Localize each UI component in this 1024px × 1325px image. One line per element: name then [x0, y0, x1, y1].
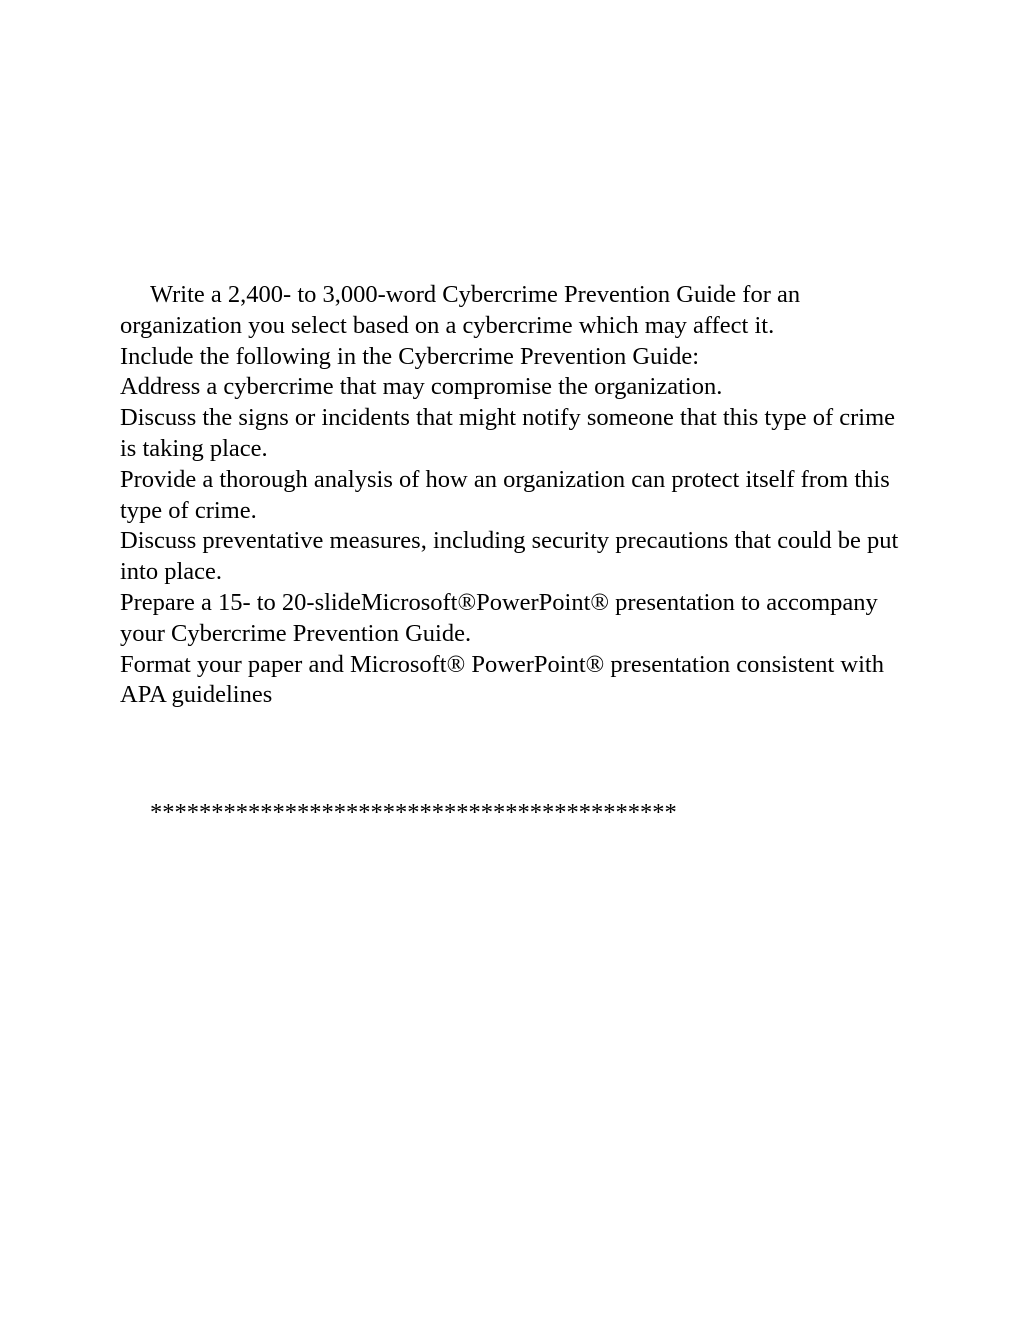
instruction-address-cybercrime: Address a cybercrime that may compromise the organization. [120, 373, 723, 401]
instruction-presentation: Prepare a 15- to 20-slideMicrosoft®PowerPoint® presentation to accompany your Cybercrime Prevention Guide. [120, 588, 878, 647]
asterisk-separator: ******************************************* [150, 799, 677, 826]
instruction-discuss-signs: Discuss the signs or incidents that might notify someone that this type of crime is taking place. [120, 404, 896, 462]
include-heading: Include the following in the Cybercrime Prevention Guide: [120, 342, 700, 370]
instruction-preventative-measures: Discuss preventative measures, including security precautions that could be put into place. [120, 527, 899, 586]
instruction-protection-analysis: Provide a thorough analysis of how an organization can protect itself from this type of crime. [120, 465, 890, 524]
intro-paragraph: Write a 2,400- to 3,000-word Cybercrime Prevention Guide for an organization you select based on a cybercrime which may affect it. [120, 281, 801, 339]
instruction-format-apa: Format your paper and Microsoft® PowerPoint® presentation consistent with APA guidelines [120, 650, 884, 709]
assignment-instructions [120, 280, 910, 711]
